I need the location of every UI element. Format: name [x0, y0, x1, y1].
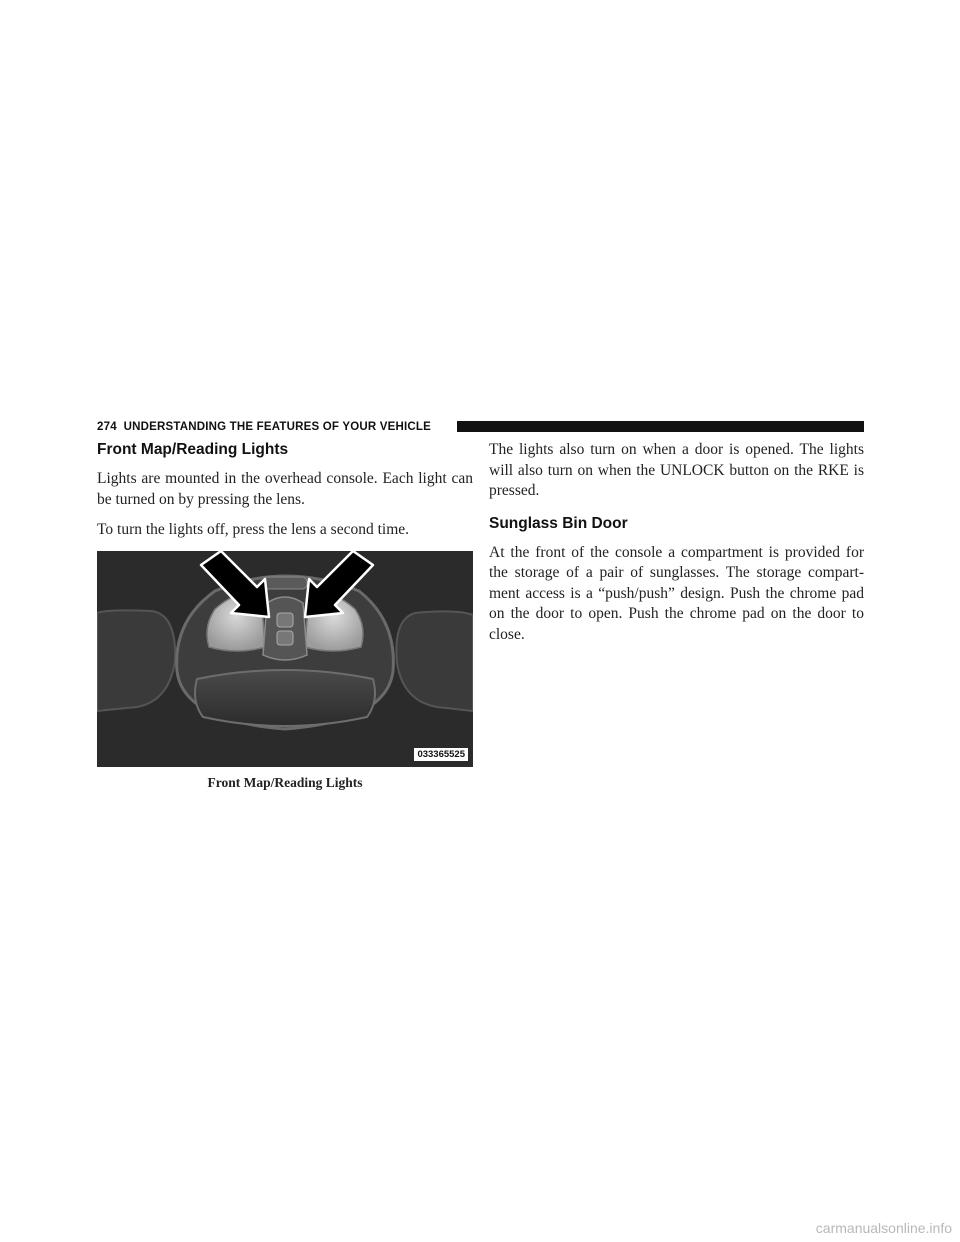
header-text [97, 419, 439, 435]
figure-overhead-console [97, 551, 473, 767]
heading-front-map-lights: Front Map/Reading Lights [97, 441, 289, 458]
overhead-console-illustration [97, 551, 473, 767]
left-column [97, 440, 473, 791]
figure-caption: Front Map/Reading Lights [207, 774, 363, 790]
watermark: carmanualsonline.info [815, 1220, 952, 1236]
section-title: UNDERSTANDING THE FEATURES OF YOUR VEHICLE [123, 421, 432, 433]
page-number: 274 [97, 421, 117, 433]
right-column [489, 440, 864, 645]
paragraph-turn-off: To turn the lights off, press the lens a second time. [97, 521, 410, 538]
heading-sunglass-bin-door: Sunglass Bin Door [489, 514, 628, 532]
paragraph-lights-mounted: Lights are mounted in the overhead console. Each light can be turned on by pressing the lens. [97, 470, 473, 508]
header-rule [457, 421, 864, 432]
page-header [97, 419, 864, 435]
figure-code: 033365525 [414, 748, 468, 761]
paragraph-lights-turn-on: The lights also turn on when a door is opened. The lights will also turn on when the UNLOCK button on the RKE is pressed. [489, 441, 864, 499]
paragraph-sunglass-bin: At the front of the console a compartment is provided for the storage of a pair of sunglasses. The storage compart-ment access is a “push/push” design. Push the chrome pad on the door to open. Push the chrome pad on the door to close. [489, 543, 864, 643]
